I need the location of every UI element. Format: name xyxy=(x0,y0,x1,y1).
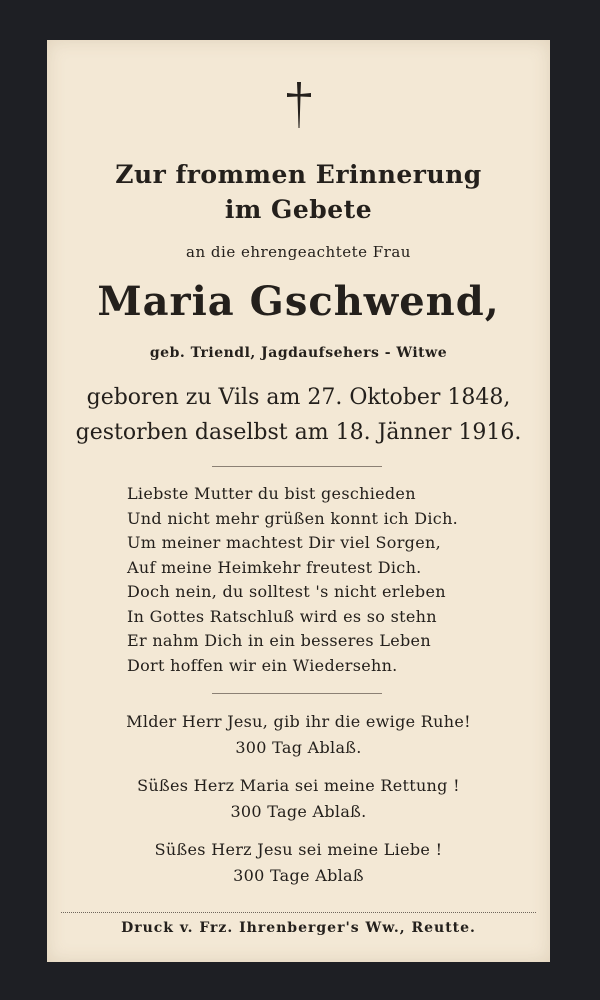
divider xyxy=(212,466,382,467)
poem-line: Um meiner machtest Dir viel Sorgen, xyxy=(127,533,441,552)
poem-line: Liebste Mutter du bist geschieden xyxy=(127,484,416,503)
prayer-text: Süßes Herz Maria sei meine Rettung ! xyxy=(137,776,460,795)
divider xyxy=(212,693,382,694)
prayer-text: Mlder Herr Jesu, gib ihr die ewige Ruhe! xyxy=(126,712,471,731)
deceased-name: Maria Gschwend, xyxy=(97,278,500,325)
heading-line-1: Zur frommen Erinnerung xyxy=(115,160,482,189)
printer-credit: Druck v. Frz. Ihrenberger's Ww., Reutte. xyxy=(121,920,476,936)
poem-line: Er nahm Dich in ein besseres Leben xyxy=(127,631,431,650)
intro-text: an die ehrengeachtete Frau xyxy=(186,243,411,261)
birth-info: geboren zu Vils am 27. Oktober 1848, xyxy=(86,385,511,410)
indulgence-text: 300 Tag Ablaß. xyxy=(235,738,362,757)
memorial-card xyxy=(47,40,550,962)
poem-line: In Gottes Ratschluß wird es so stehn xyxy=(127,606,437,626)
heading-line-2: im Gebete xyxy=(224,195,373,224)
cross-icon xyxy=(47,80,550,135)
poem-line: Und nicht mehr grüßen konnt ich Dich. xyxy=(127,508,459,528)
poem-line: Doch nein, du solltest 's nicht erleben xyxy=(127,582,446,601)
indulgence-text: 300 Tage Ablaß. xyxy=(230,802,367,821)
footer-divider xyxy=(61,912,536,913)
poem-line: Dort hoffen wir ein Wiedersehn. xyxy=(127,655,398,675)
death-info: gestorben daselbst am 18. Jänner 1916. xyxy=(75,420,522,445)
birth-name: geb. Triendl, Jagdaufsehers - Witwe xyxy=(149,345,448,361)
prayer-text: Süßes Herz Jesu sei meine Liebe ! xyxy=(154,840,443,859)
poem-line: Auf meine Heimkehr freutest Dich. xyxy=(127,557,422,577)
poem xyxy=(127,482,458,678)
indulgence-text: 300 Tage Ablaß xyxy=(233,866,364,885)
